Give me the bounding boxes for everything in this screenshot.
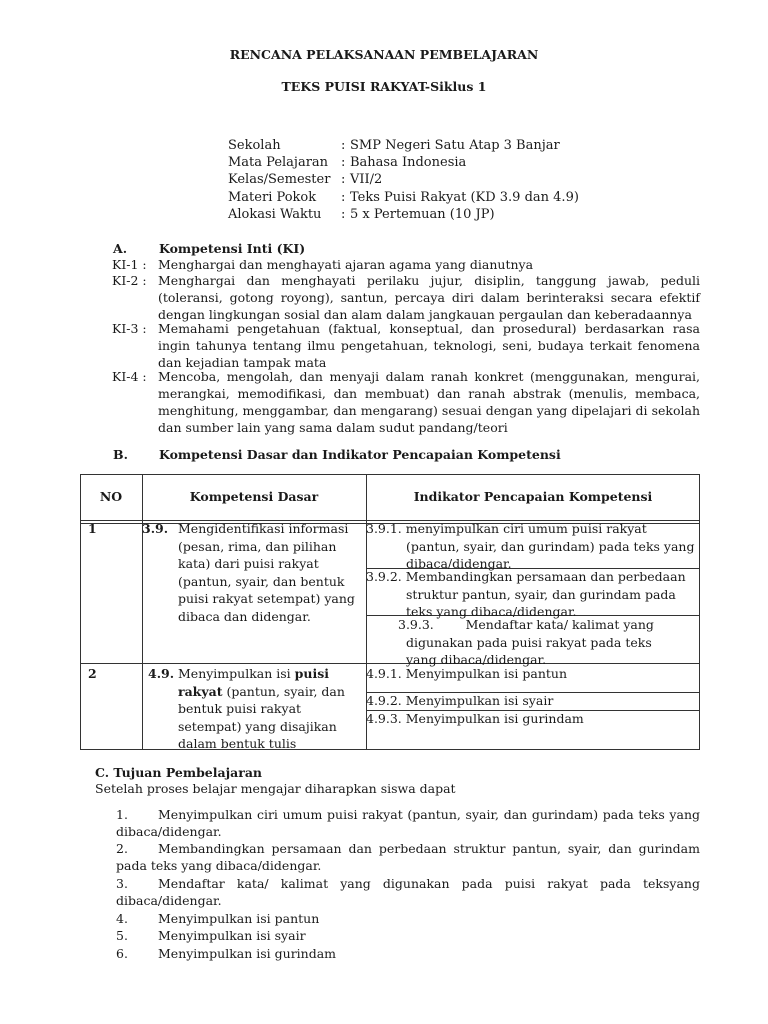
objective-item <box>116 945 700 962</box>
objective-number: 6. <box>116 946 128 961</box>
row-number: 1 <box>88 521 97 536</box>
ki-text: Memahami pengetahuan (faktual, konseptual, dan prosedural) berdasarkan rasa ingin tahunya tentang ilmu pengetahuan, teknologi, seni, budaya terkait fenomena dan kejadian tampak mata <box>158 321 700 370</box>
info-label: Sekolah <box>228 138 281 153</box>
section-c-heading: C. Tujuan Pembelajaran <box>95 765 263 780</box>
objective-number: 5. <box>116 928 128 943</box>
ki-text: Menghargai dan menghayati perilaku jujur, disiplin, tanggung jawab, peduli (toleransi, gotong royong), santun, percaya diri dalam berinteraksi secara efektif dengan lingkungan sosial dan alam dalam jangkauan pergaulan dan keberadaannya <box>158 273 700 322</box>
info-colon: : <box>341 190 346 205</box>
ki-code: KI-4 : <box>112 369 147 384</box>
section-b-heading <box>113 446 633 464</box>
indicator-item: 3.9.1. menyimpulkan ciri umum puisi rakyat (pantun, syair, dan gurindam) pada teks yang dibaca/didengar. <box>366 521 695 571</box>
info-label: Alokasi Waktu <box>228 207 322 222</box>
ki-code: KI-1 : <box>112 257 147 272</box>
info-label: Mata Pelajaran <box>228 155 329 170</box>
objective-text: Mendaftar kata/ kalimat yang digunakan pada puisi rakyat pada teksyang dibaca/didengar. <box>116 876 700 908</box>
kd-indicator-table <box>80 474 700 750</box>
info-colon: : <box>341 155 346 170</box>
ki-code: KI-3 : <box>112 321 147 336</box>
indicator-item: 4.9.2. Menyimpulkan isi syair <box>366 693 554 708</box>
objective-text: Menyimpulkan ciri umum puisi rakyat (pantun, syair, dan gurindam) pada teks yang dibaca/didengar. <box>116 807 700 839</box>
info-value: Teks Puisi Rakyat (KD 3.9 dan 4.9) <box>350 190 579 205</box>
section-letter: A. <box>113 241 128 256</box>
indicator-item: 3.9.3. Mendaftar kata/ kalimat yang digunakan pada puisi rakyat pada teks yang dibaca/didengar. <box>398 617 658 667</box>
table-header-indicator: Indikator Pencapaian Kompetensi <box>413 489 653 504</box>
objective-text: Membandingkan persamaan dan perbedaan struktur pantun, syair, dan gurindam pada teks yang dibaca/didengar. <box>116 841 700 873</box>
objective-text: Menyimpulkan isi syair <box>158 928 306 943</box>
info-value: SMP Negeri Satu Atap 3 Banjar <box>350 138 560 153</box>
info-colon: : <box>341 172 346 187</box>
objective-number: 3. <box>116 876 128 891</box>
info-label: Kelas/Semester <box>228 172 331 187</box>
ki-item-4 <box>112 368 700 436</box>
objective-item <box>116 927 700 944</box>
kd-code: 3.9. <box>142 521 169 536</box>
objective-item <box>116 875 700 909</box>
info-colon: : <box>341 138 346 153</box>
document-subtitle: TEKS PUISI RAKYAT-Siklus 1 <box>281 79 487 94</box>
objective-text: Menyimpulkan isi pantun <box>158 911 320 926</box>
kd-text-pre: Menyimpulkan isi <box>178 666 295 681</box>
objective-number: 1. <box>116 807 128 822</box>
ki-code: KI-2 : <box>112 273 147 288</box>
objective-number: 2. <box>116 841 128 856</box>
info-value: Bahasa Indonesia <box>350 155 467 170</box>
kd-code: 4.9. <box>148 666 175 681</box>
row-number: 2 <box>88 666 97 681</box>
info-value: VII/2 <box>350 172 383 187</box>
kd-text-bold: puisi rakyat <box>178 666 330 699</box>
kd-text: Mengidentifikasi informasi (pesan, rima, dan pilihan kata) dari puisi rakyat (pantun, syair, dan bentuk puisi rakyat setempat) yang dibaca dan didengar. <box>178 521 355 624</box>
kd-text-post: (pantun, syair, dan bentuk puisi rakyat setempat) yang disajikan dalam bentuk tulis <box>178 683 345 751</box>
section-c-intro: Setelah proses belajar mengajar diharapkan siswa dapat <box>95 781 456 796</box>
objective-number: 4. <box>116 911 128 926</box>
info-value: 5 x Pertemuan (10 JP) <box>350 207 495 222</box>
ki-text: Menghargai dan menghayati ajaran agama yang dianutnya <box>158 257 534 272</box>
info-colon: : <box>341 207 346 222</box>
indicator-item: 4.9.1. Menyimpulkan isi pantun <box>366 666 568 681</box>
ki-item-1 <box>112 256 700 273</box>
objective-item <box>116 840 700 874</box>
kd-text <box>178 665 362 753</box>
objective-item <box>116 910 700 927</box>
indicator-item: 3.9.2. Membandingkan persamaan dan perbedaan struktur pantun, syair, dan gurindam pada teks yang dibaca/didengar. <box>366 569 686 619</box>
ki-item-3 <box>112 320 700 371</box>
ki-text: Mencoba, mengolah, dan menyaji dalam ranah konkret (menggunakan, mengurai, merangkai, memodifikasi, dan membuat) dan ranah abstrak (menulis, membaca, menghitung, menggambar, dan mengarang) sesuai dengan yang dipelajari di sekolah dan sumber lain yang sama dalam sudut pandang/teori <box>158 369 700 435</box>
ki-item-2 <box>112 272 700 323</box>
indicator-item: 4.9.3. Menyimpulkan isi gurindam <box>366 711 584 726</box>
objective-item <box>116 806 700 840</box>
section-title: Kompetensi Dasar dan Indikator Pencapaian Kompetensi <box>159 447 561 462</box>
info-label: Materi Pokok <box>228 190 317 205</box>
table-header-kd: Kompetensi Dasar <box>189 489 319 504</box>
section-title: Kompetensi Inti (KI) <box>159 241 306 256</box>
section-letter: B. <box>113 447 128 462</box>
objective-text: Menyimpulkan isi gurindam <box>158 946 337 961</box>
document-title: RENCANA PELAKSANAAN PEMBELAJARAN <box>229 47 539 62</box>
table-header-no: NO <box>99 489 123 504</box>
